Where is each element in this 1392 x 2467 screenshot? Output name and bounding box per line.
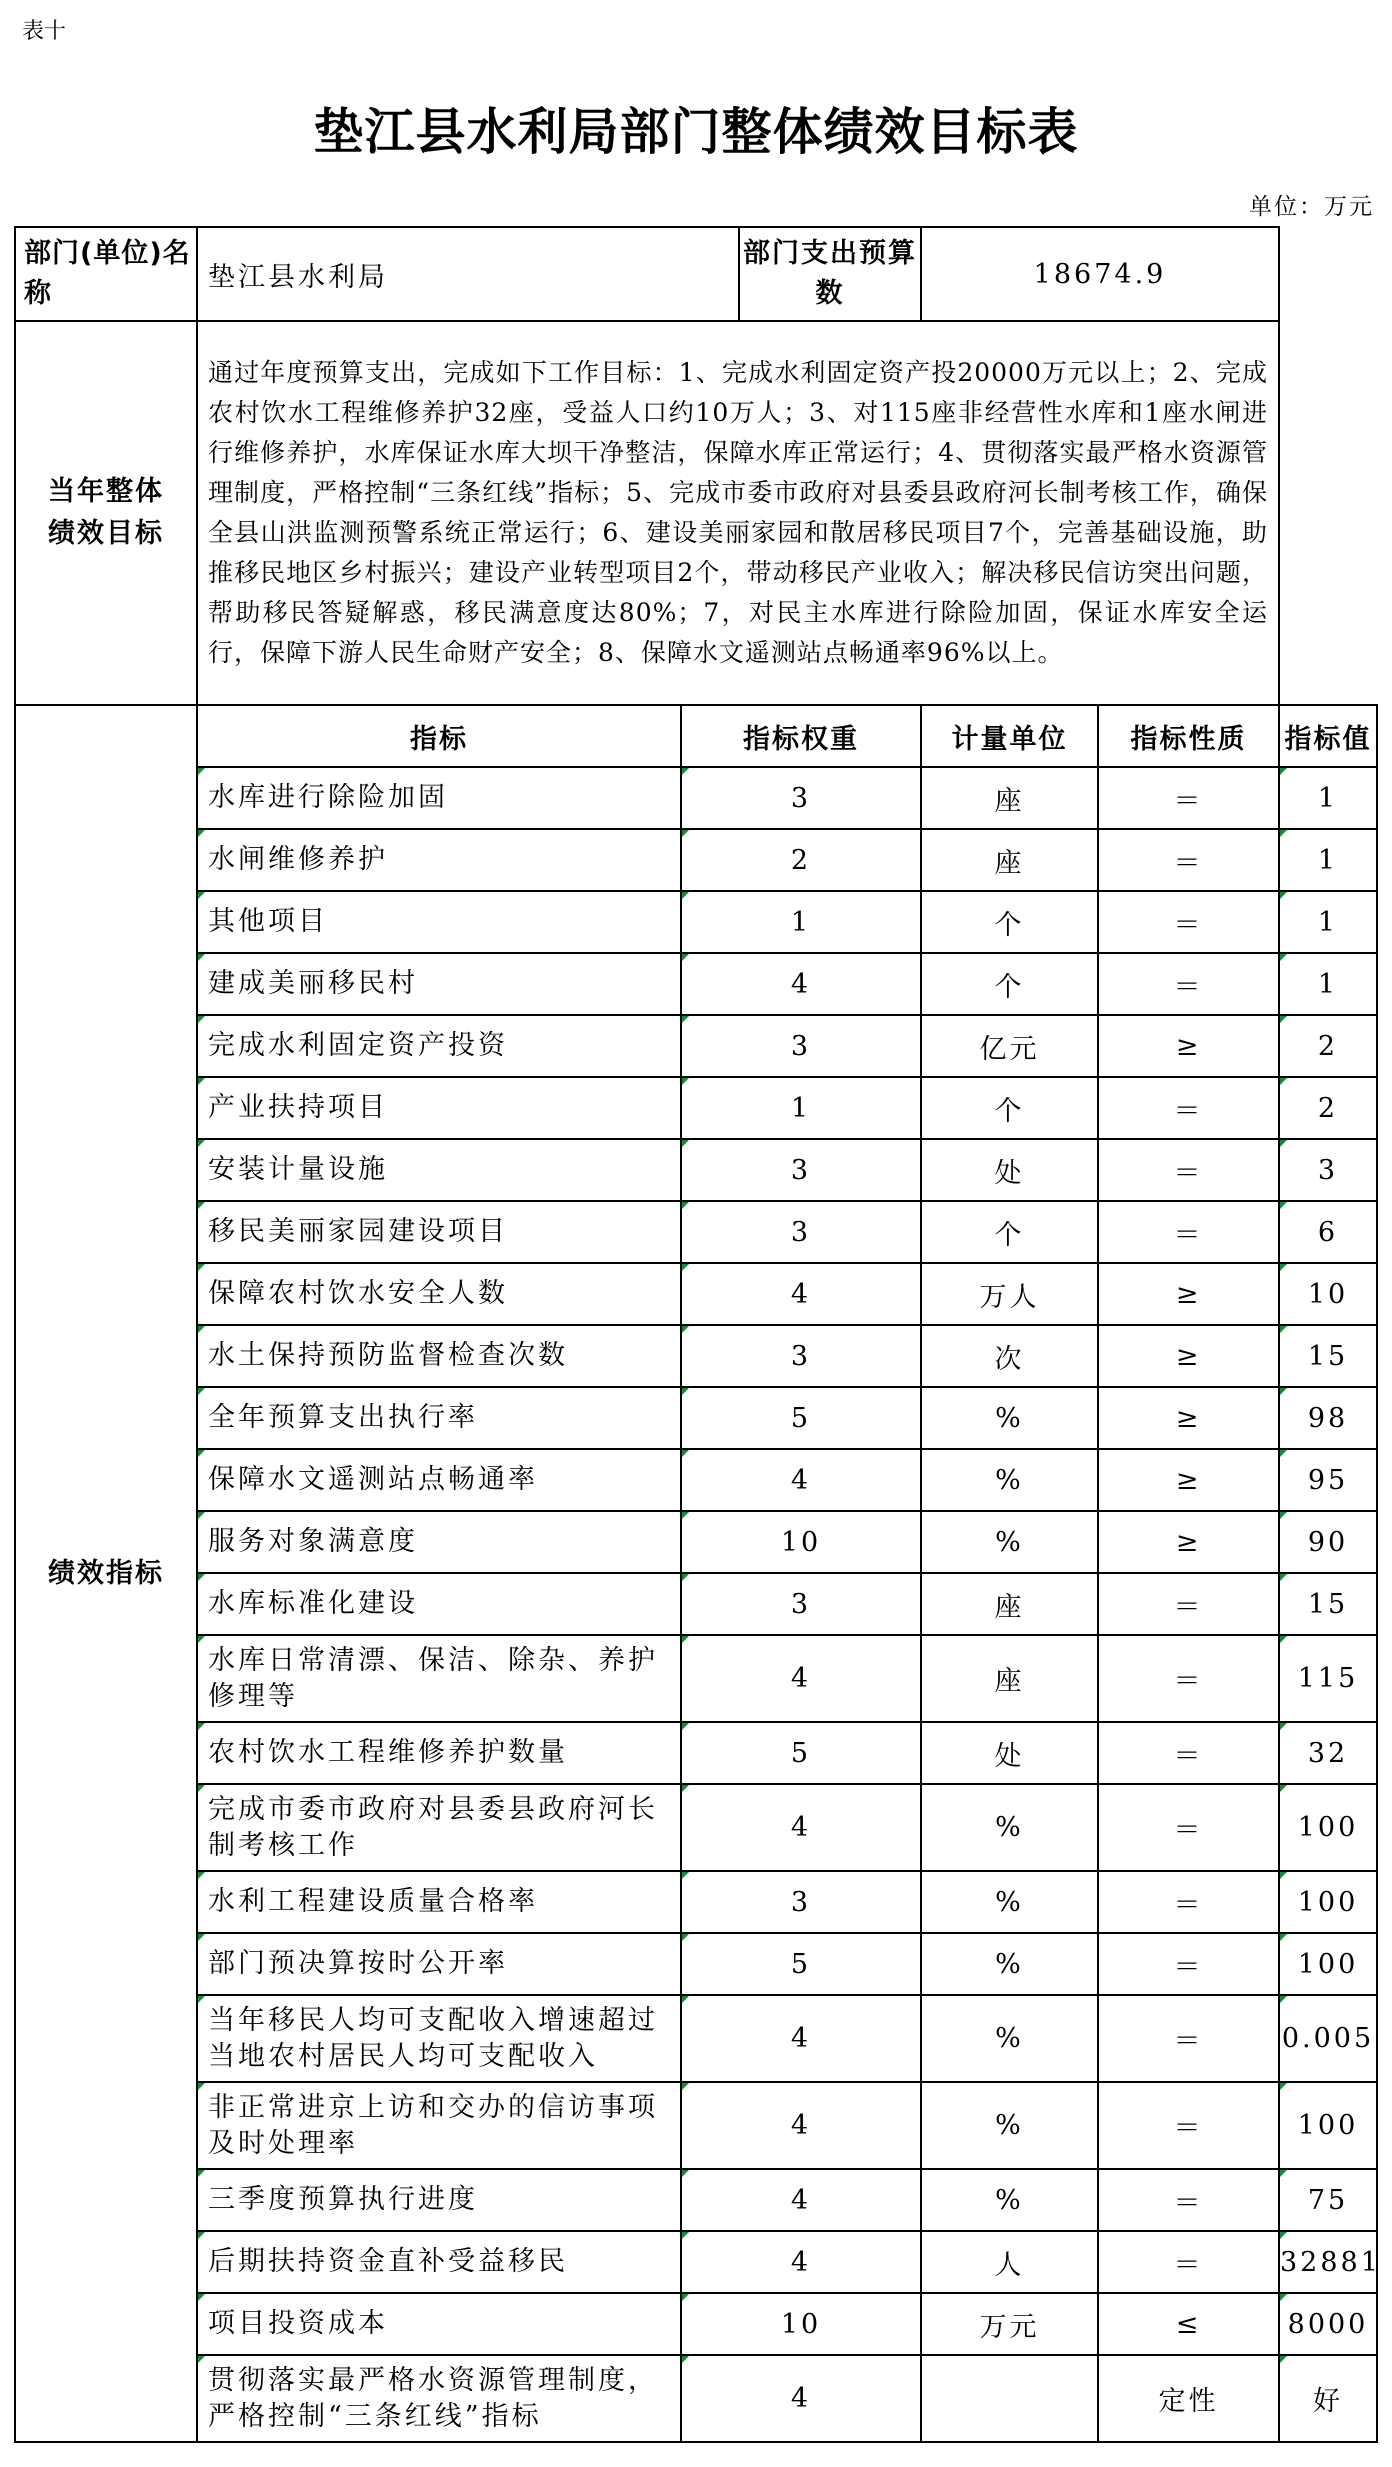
indicator-nature: 定性 (1098, 2355, 1279, 2442)
table-row (15, 1387, 1377, 1449)
indicator-unit: % (921, 1784, 1098, 1871)
indicator-name: 移民美丽家园建设项目 (197, 1201, 681, 1263)
table-row (15, 1573, 1377, 1635)
indicator-unit: 个 (921, 891, 1098, 953)
indicator-name: 水库日常清漂、保洁、除杂、养护修理等 (197, 1635, 681, 1722)
indicator-weight: 2 (681, 829, 921, 891)
indicator-name: 建成美丽移民村 (197, 953, 681, 1015)
indicator-value: 90 (1279, 1511, 1377, 1573)
table-row (15, 1784, 1377, 1871)
indicator-weight: 5 (681, 1387, 921, 1449)
indicator-value: 2 (1279, 1077, 1377, 1139)
indicator-value: 32881 (1279, 2231, 1377, 2293)
indicator-unit: 万元 (921, 2293, 1098, 2355)
department-row (15, 227, 1377, 321)
indicator-unit: 次 (921, 1325, 1098, 1387)
indicator-nature: ＝ (1098, 1933, 1279, 1995)
indicator-name: 贯彻落实最严格水资源管理制度，严格控制“三条红线”指标 (197, 2355, 681, 2442)
indicator-nature: ＝ (1098, 1995, 1279, 2082)
indicator-weight: 10 (681, 1511, 921, 1573)
table-row (15, 2082, 1377, 2169)
indicator-weight: 3 (681, 1573, 921, 1635)
indicator-name: 保障水文遥测站点畅通率 (197, 1449, 681, 1511)
indicator-name: 农村饮水工程维修养护数量 (197, 1722, 681, 1784)
indicator-nature: ≥ (1098, 1449, 1279, 1511)
table-row (15, 1139, 1377, 1201)
table-row (15, 891, 1377, 953)
table-row (15, 2293, 1377, 2355)
annual-goal-row (15, 321, 1377, 705)
indicator-name: 后期扶持资金直补受益移民 (197, 2231, 681, 2293)
table-row (15, 2231, 1377, 2293)
indicator-weight: 1 (681, 1077, 921, 1139)
table-row (15, 2169, 1377, 2231)
indicator-name: 水利工程建设质量合格率 (197, 1871, 681, 1933)
indicator-value: 115 (1279, 1635, 1377, 1722)
indicator-unit: 座 (921, 1635, 1098, 1722)
table-row (15, 829, 1377, 891)
indicator-unit: 人 (921, 2231, 1098, 2293)
indicator-name: 非正常进京上访和交办的信访事项及时处理率 (197, 2082, 681, 2169)
indicator-unit: 处 (921, 1139, 1098, 1201)
indicator-value: 3 (1279, 1139, 1377, 1201)
indicator-weight: 4 (681, 1263, 921, 1325)
column-header-value: 指标值 (1279, 705, 1377, 767)
page-title: 垫江县水利局部门整体绩效目标表 (313, 103, 1079, 161)
indicator-nature: ≥ (1098, 1263, 1279, 1325)
table-row (15, 1201, 1377, 1263)
indicator-nature: ＝ (1098, 1077, 1279, 1139)
indicator-value: 0.005 (1279, 1995, 1377, 2082)
indicator-weight: 3 (681, 1325, 921, 1387)
indicator-unit: % (921, 1387, 1098, 1449)
indicator-unit: 座 (921, 829, 1098, 891)
indicator-name: 水库标准化建设 (197, 1573, 681, 1635)
indicator-weight: 4 (681, 1635, 921, 1722)
indicator-unit: 亿元 (921, 1015, 1098, 1077)
indicator-weight: 4 (681, 2231, 921, 2293)
table-row (15, 1325, 1377, 1387)
indicator-nature: ＝ (1098, 1139, 1279, 1201)
indicator-value: 98 (1279, 1387, 1377, 1449)
indicator-value: 100 (1279, 1871, 1377, 1933)
indicator-nature: ≥ (1098, 1325, 1279, 1387)
indicator-name: 当年移民人均可支配收入增速超过当地农村居民人均可支配收入 (197, 1995, 681, 2082)
dept-name-label: 部门(单位)名称 (15, 227, 197, 321)
indicator-nature: ＝ (1098, 2169, 1279, 2231)
indicator-weight: 4 (681, 1784, 921, 1871)
indicator-name: 安装计量设施 (197, 1139, 681, 1201)
indicator-unit: 个 (921, 1077, 1098, 1139)
indicator-unit (921, 2355, 1098, 2442)
indicator-nature: ≥ (1098, 1511, 1279, 1573)
annual-goal-label: 当年整体绩效目标 (15, 321, 197, 705)
indicator-nature: ＝ (1098, 1722, 1279, 1784)
performance-target-table (14, 226, 1381, 2443)
indicator-name: 水土保持预防监督检查次数 (197, 1325, 681, 1387)
indicator-value: 15 (1279, 1325, 1377, 1387)
table-row (15, 1263, 1377, 1325)
indicator-weight: 1 (681, 891, 921, 953)
indicator-name: 全年预算支出执行率 (197, 1387, 681, 1449)
indicator-name: 其他项目 (197, 891, 681, 953)
indicator-nature: ≤ (1098, 2293, 1279, 2355)
column-header-nature: 指标性质 (1098, 705, 1279, 767)
indicator-value: 1 (1279, 891, 1377, 953)
column-header-weight: 指标权重 (681, 705, 921, 767)
indicator-name: 项目投资成本 (197, 2293, 681, 2355)
indicator-name: 水闸维修养护 (197, 829, 681, 891)
table-row (15, 1449, 1377, 1511)
indicator-unit: % (921, 2169, 1098, 2231)
indicator-unit: % (921, 1871, 1098, 1933)
indicator-section-label: 绩效指标 (15, 705, 197, 2442)
indicator-nature: ≥ (1098, 1015, 1279, 1077)
indicator-value: 100 (1279, 2082, 1377, 2169)
indicator-value: 6 (1279, 1201, 1377, 1263)
currency-unit-note: 单位：万元 (1249, 194, 1374, 220)
column-header-indicator: 指标 (197, 705, 681, 767)
indicator-value: 好 (1279, 2355, 1377, 2442)
indicator-value: 100 (1279, 1933, 1377, 1995)
indicator-weight: 4 (681, 2355, 921, 2442)
indicator-header-row (15, 705, 1377, 767)
indicator-weight: 3 (681, 1139, 921, 1201)
indicator-name: 保障农村饮水安全人数 (197, 1263, 681, 1325)
table-row (15, 1635, 1377, 1722)
indicator-nature: ＝ (1098, 2231, 1279, 2293)
indicator-unit: % (921, 1511, 1098, 1573)
indicator-nature: ≥ (1098, 1387, 1279, 1449)
indicator-value: 10 (1279, 1263, 1377, 1325)
indicator-value: 1 (1279, 767, 1377, 829)
indicator-nature: ＝ (1098, 1784, 1279, 1871)
indicator-value: 32 (1279, 1722, 1377, 1784)
indicator-name: 水库进行除险加固 (197, 767, 681, 829)
indicator-nature: ＝ (1098, 767, 1279, 829)
indicator-nature: ＝ (1098, 953, 1279, 1015)
indicator-unit: % (921, 1449, 1098, 1511)
indicator-weight: 4 (681, 1995, 921, 2082)
indicator-weight: 3 (681, 767, 921, 829)
table-row (15, 953, 1377, 1015)
indicator-name: 完成市委市政府对县委县政府河长制考核工作 (197, 1784, 681, 1871)
indicator-unit: 万人 (921, 1263, 1098, 1325)
indicator-value: 1 (1279, 953, 1377, 1015)
indicator-name: 完成水利固定资产投资 (197, 1015, 681, 1077)
table-row (15, 2355, 1377, 2442)
indicator-value: 95 (1279, 1449, 1377, 1511)
indicator-name: 产业扶持项目 (197, 1077, 681, 1139)
indicator-weight: 3 (681, 1201, 921, 1263)
indicator-nature: ＝ (1098, 1573, 1279, 1635)
indicator-unit: 个 (921, 953, 1098, 1015)
dept-name-value: 垫江县水利局 (197, 227, 739, 321)
indicator-value: 100 (1279, 1784, 1377, 1871)
indicator-nature: ＝ (1098, 1635, 1279, 1722)
indicator-nature: ＝ (1098, 1871, 1279, 1933)
indicator-weight: 5 (681, 1722, 921, 1784)
indicator-nature: ＝ (1098, 891, 1279, 953)
budget-label: 部门支出预算数 (739, 227, 921, 321)
indicator-value: 2 (1279, 1015, 1377, 1077)
table-number-label: 表十 (22, 19, 67, 44)
table-row (15, 1933, 1377, 1995)
indicator-name: 部门预决算按时公开率 (197, 1933, 681, 1995)
indicator-weight: 4 (681, 953, 921, 1015)
indicator-unit: 个 (921, 1201, 1098, 1263)
indicator-weight: 3 (681, 1871, 921, 1933)
indicator-unit: 处 (921, 1722, 1098, 1784)
indicator-nature: ＝ (1098, 829, 1279, 891)
indicator-unit: 座 (921, 767, 1098, 829)
indicator-unit: % (921, 1933, 1098, 1995)
indicator-weight: 3 (681, 1015, 921, 1077)
table-row (15, 1871, 1377, 1933)
indicator-weight: 4 (681, 2082, 921, 2169)
indicator-unit: % (921, 1995, 1098, 2082)
indicator-weight: 4 (681, 1449, 921, 1511)
indicator-value: 75 (1279, 2169, 1377, 2231)
annual-goal-text: 通过年度预算支出，完成如下工作目标：1、完成水利固定资产投20000万元以上；2、完成农村饮水工程维修养护32座，受益人口约10万人；3、对115座非经营性水库和1座水闸进行维修养护，水库保证水库大坝干净整洁，保障水库正常运行；4、贯彻落实最严格水资源管理制度，严格控制“三条红线”指标；5、完成市委市政府对县委县政府河长制考核工作，确保全县山洪监测预警系统正常运行；6、建设美丽家园和散居移民项目7个，完善基础设施，助推移民地区乡村振兴；建设产业转型项目2个，带动移民产业收入；解决移民信访突出问题，帮助移民答疑解惑，移民满意度达80%；7，对民主水库进行除险加固，保证水库安全运行，保障下游人民生命财产安全；8、保障水文遥测站点畅通率96%以上。 (197, 321, 1279, 705)
indicator-value: 1 (1279, 829, 1377, 891)
indicator-unit: 座 (921, 1573, 1098, 1635)
table-row (15, 1077, 1377, 1139)
table-row (15, 1722, 1377, 1784)
indicator-weight: 4 (681, 2169, 921, 2231)
indicator-nature: ＝ (1098, 1201, 1279, 1263)
indicator-name: 服务对象满意度 (197, 1511, 681, 1573)
table-row (15, 1015, 1377, 1077)
table-row (15, 1995, 1377, 2082)
indicator-value: 8000 (1279, 2293, 1377, 2355)
column-header-unit: 计量单位 (921, 705, 1098, 767)
indicator-unit: % (921, 2082, 1098, 2169)
table-row (15, 767, 1377, 829)
budget-value: 18674.9 (921, 227, 1279, 321)
indicator-name: 三季度预算执行进度 (197, 2169, 681, 2231)
indicator-value: 15 (1279, 1573, 1377, 1635)
indicator-weight: 10 (681, 2293, 921, 2355)
indicator-weight: 5 (681, 1933, 921, 1995)
indicator-nature: ＝ (1098, 2082, 1279, 2169)
table-row (15, 1511, 1377, 1573)
